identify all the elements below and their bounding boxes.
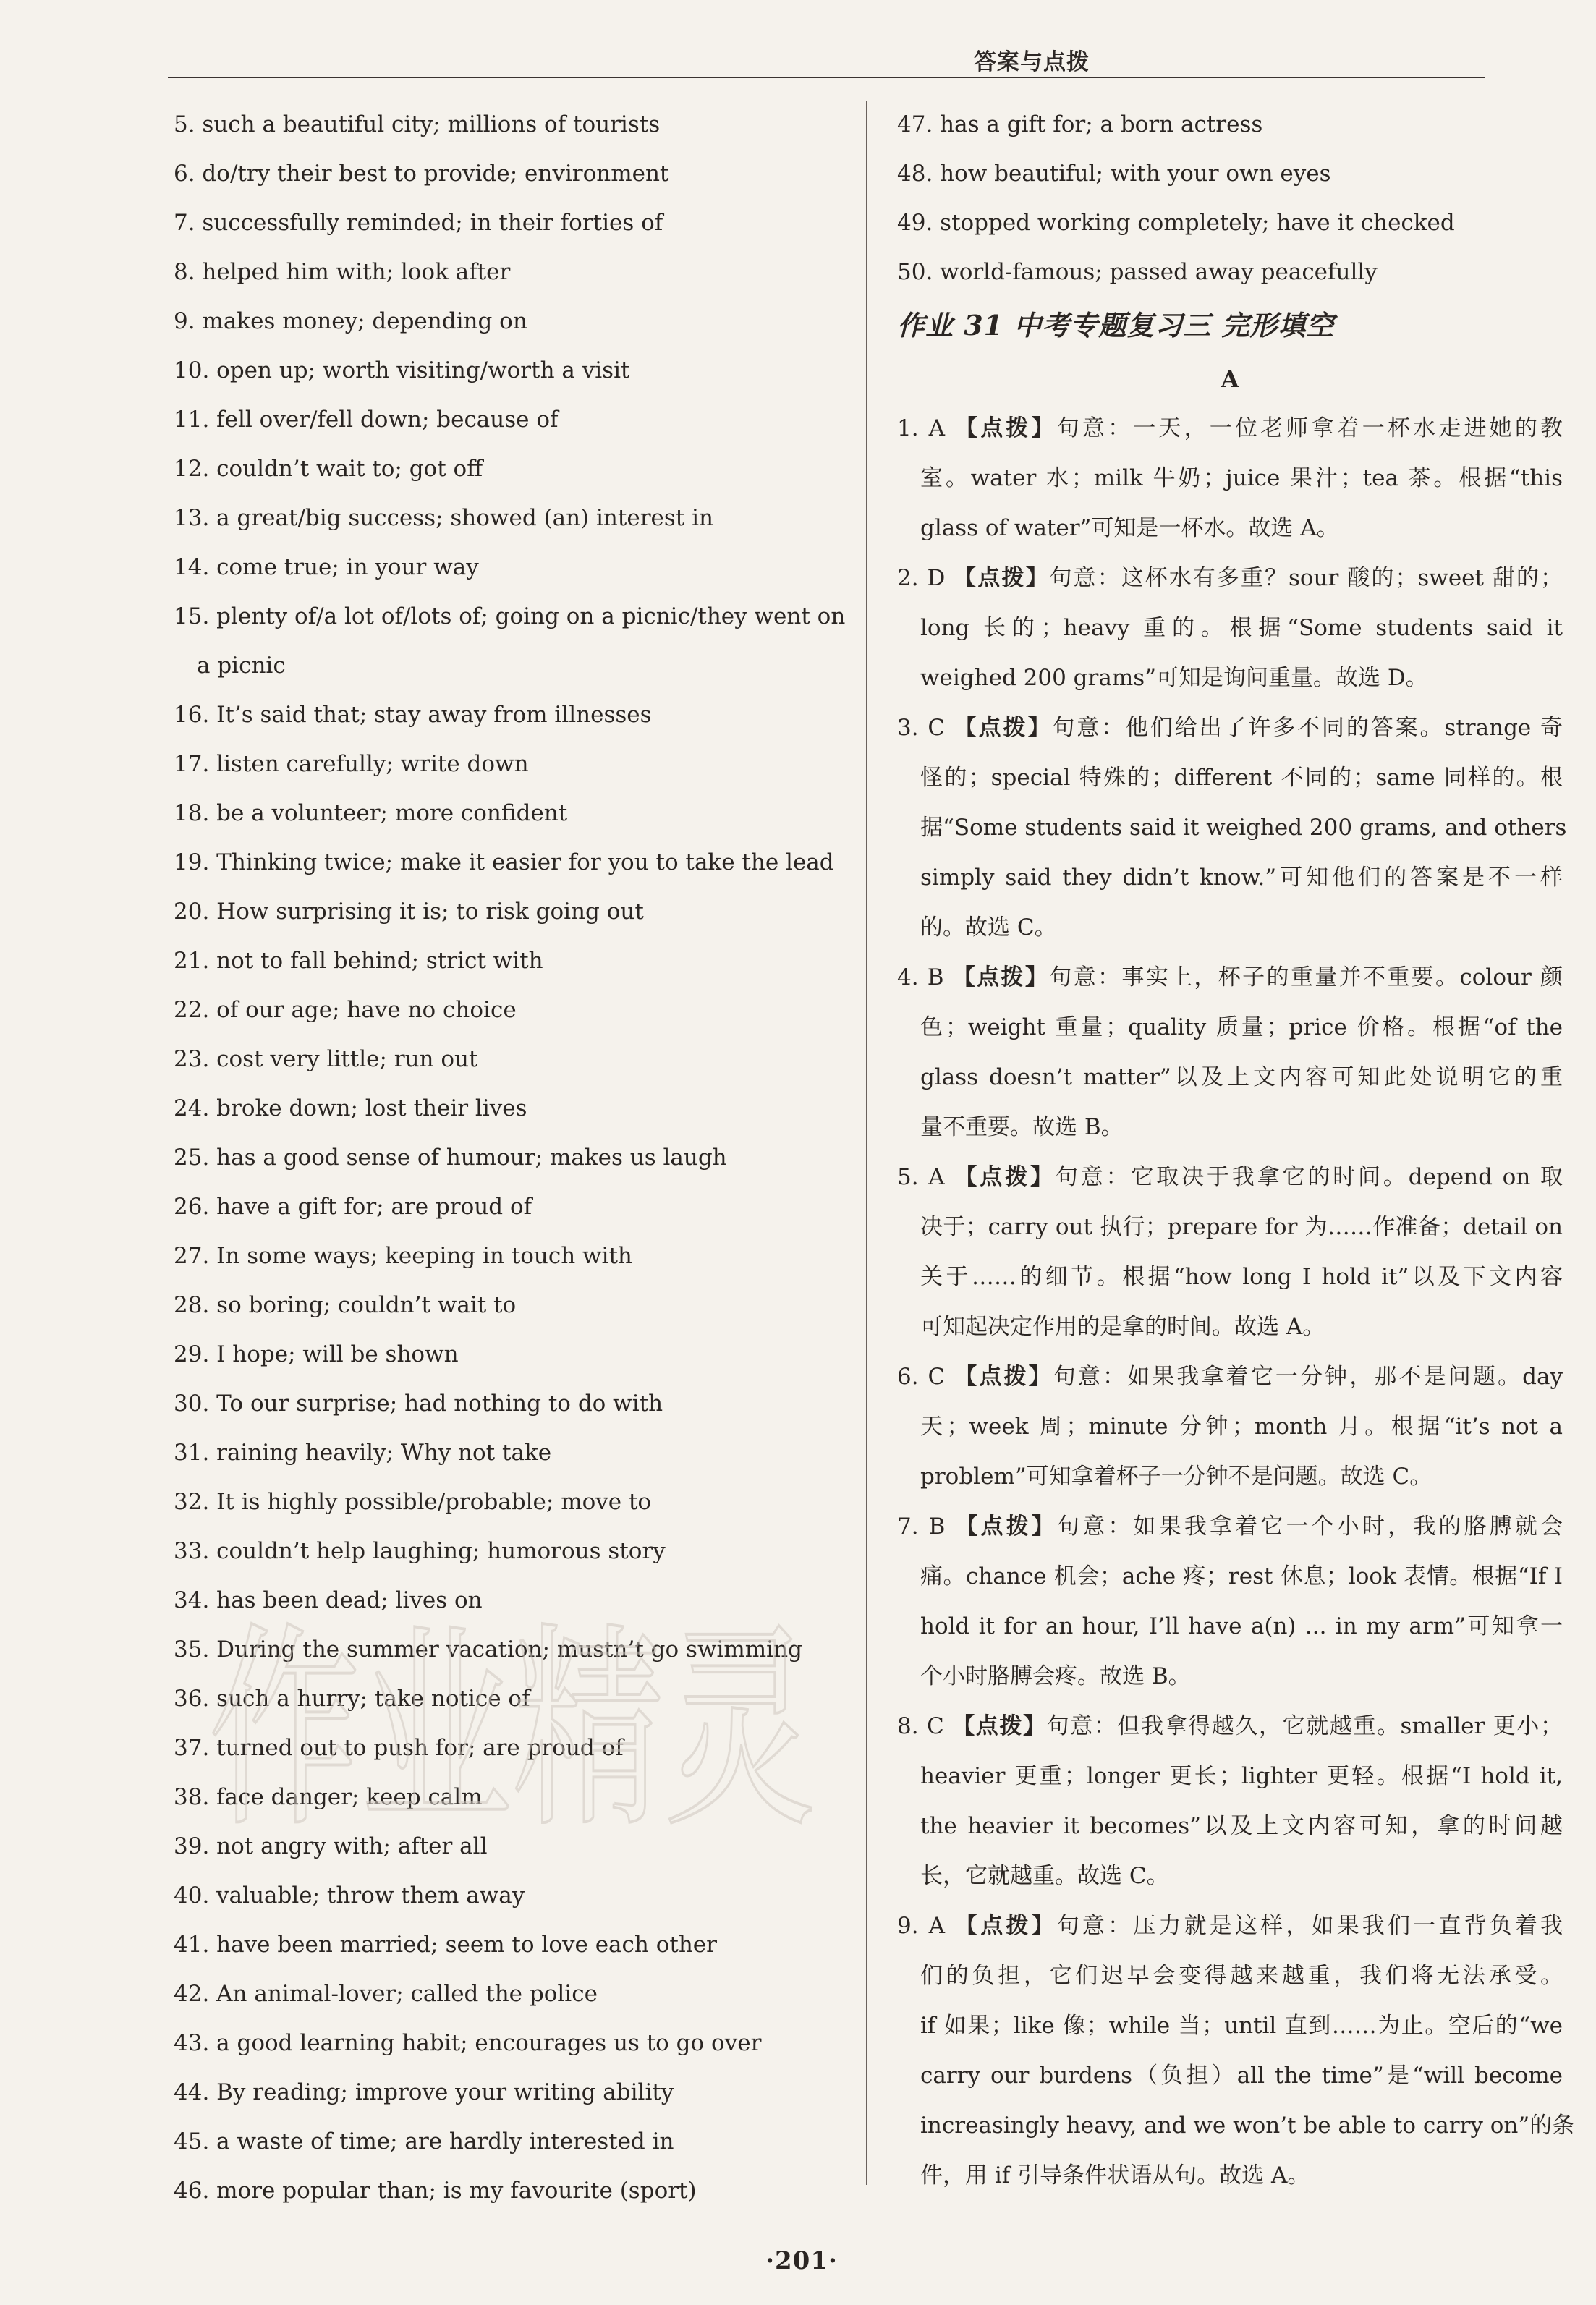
answer-item: 13. a great/big success; showed (an) interest in <box>174 505 713 531</box>
answer-item: 44. By reading; improve your writing ability <box>174 2079 674 2105</box>
hint-label: 【点拨】 <box>955 1913 1057 1939</box>
answer-item: 24. broke down; lost their lives <box>174 1095 527 1121</box>
answer-list-right <box>897 100 1563 297</box>
explanation-line: glass of water”可知是一杯水。故选 A。 <box>920 515 1339 541</box>
answer-item: 15. plenty of/a lot of/lots of; going on a picnic/they went on <box>174 603 846 629</box>
answer-item: 29. I hope; will be shown <box>174 1341 459 1367</box>
answer-item: 41. have been married; seem to love each other <box>174 1932 717 1958</box>
answer-item: 19. Thinking twice; make it easier for you to take the lead <box>174 849 834 875</box>
answer-item: 30. To our surprise; had nothing to do with <box>174 1391 663 1417</box>
header-title: 答案与点拨 <box>974 49 1090 75</box>
answer-item: 7. successfully reminded; in their forties of <box>174 210 663 236</box>
answer-letter: 9. A <box>897 1913 956 1939</box>
answer-letter: 7. B <box>897 1514 956 1540</box>
explanation-item <box>897 1152 1563 1352</box>
explanation-line: 痛。chance 机会；ache 疼；rest 休息；look 表情。根据“If I <box>920 1563 1563 1589</box>
page-header <box>168 38 1485 78</box>
answer-item: 46. more popular than; is my favourite (sport) <box>174 2178 697 2204</box>
explanation-line: 决于；carry out 执行；prepare for 为……作准备；detail on <box>920 1214 1563 1240</box>
explanation-line <box>897 1502 1563 1552</box>
explanation-line: 们的负担，它们迟早会变得越来越重，我们将无法承受。 <box>920 1963 1563 1989</box>
explanation-item <box>897 553 1563 703</box>
answer-letter: 1. A <box>897 415 956 441</box>
column-divider <box>866 101 867 2185</box>
answer-item: 40. valuable; throw them away <box>174 1882 525 1909</box>
explanation-item <box>897 1702 1563 1901</box>
answer-item: 5. such a beautiful city; millions of tourists <box>174 111 661 137</box>
answer-item: 8. helped him with; look after <box>174 259 511 285</box>
answer-item: 34. has been dead; lives on <box>174 1587 483 1613</box>
explanation-line <box>897 553 1563 603</box>
answer-letter: 8. C <box>897 1713 953 1739</box>
answer-item: 42. An animal-lover; called the police <box>174 1981 598 2007</box>
left-column <box>174 100 854 2215</box>
explanation-line <box>897 1152 1563 1202</box>
answer-item: 14. come true; in your way <box>174 554 479 580</box>
answer-item: 32. It is highly possible/probable; move to <box>174 1489 652 1515</box>
answer-item: 37. turned out to push for; are proud of <box>174 1735 624 1761</box>
answer-letter: 2. D <box>897 565 954 591</box>
hint-label: 【点拨】 <box>955 415 1057 441</box>
page-number: ·201· <box>765 2246 838 2275</box>
explanation-line <box>897 1901 1563 1951</box>
explanation-item <box>897 404 1563 553</box>
answer-letter: 6. C <box>897 1364 955 1390</box>
explanation-line <box>897 404 1563 454</box>
hint-label: 【点拨】 <box>954 565 1050 591</box>
explanation-item <box>897 703 1567 953</box>
explanation-item <box>897 1352 1563 1502</box>
explanation-line: 色；weight 重量；quality 质量；price 价格。根据“of the <box>920 1014 1563 1040</box>
answer-item: 50. world-famous; passed away peacefully <box>897 259 1378 285</box>
explanation-item <box>897 1502 1563 1702</box>
explanation-line: 的。故选 C。 <box>920 914 1057 941</box>
answer-item: 11. fell over/fell down; because of <box>174 407 559 433</box>
explanation-line: heavier 更重；longer 更长；lighter 更轻。根据“I hold it, <box>920 1763 1563 1789</box>
answer-item: 33. couldn’t help laughing; humorous story <box>174 1538 666 1564</box>
answer-item: 20. How surprising it is; to risk going out <box>174 899 644 925</box>
answer-item: 10. open up; worth visiting/worth a visit <box>174 357 630 383</box>
explanation-text: 句意：如果我拿着它一分钟，那不是问题。day <box>1053 1364 1563 1390</box>
answer-item: 31. raining heavily; Why not take <box>174 1440 552 1466</box>
explanation-line: 件，用 if 引导条件状语从句。故选 A。 <box>920 2162 1310 2189</box>
answer-item: 48. how beautiful; with your own eyes <box>897 161 1331 187</box>
explanation-line: 怪的；special 特殊的；different 不同的；same 同样的。根 <box>920 765 1563 791</box>
hint-label: 【点拨】 <box>955 1514 1058 1540</box>
explanation-line <box>897 1352 1563 1402</box>
explanation-text: 句意：这杯水有多重？sour 酸的；sweet 甜的； <box>1049 565 1563 591</box>
explanation-line: 个小时胳膊会疼。故选 B。 <box>920 1663 1191 1689</box>
explanation-line: 长，它就越重。故选 C。 <box>920 1863 1169 1889</box>
answer-item: 18. be a volunteer; more confident <box>174 800 568 826</box>
explanation-text: 句意：事实上，杯子的重量并不重要。colour 颜 <box>1049 964 1563 990</box>
explanation-text: 句意：但我拿得越久，它就越重。smaller 更小； <box>1046 1713 1563 1739</box>
answer-item: 9. makes money; depending on <box>174 308 527 334</box>
hint-label: 【点拨】 <box>954 715 1053 741</box>
answer-item: 6. do/try their best to provide; environment <box>174 161 669 187</box>
explanation-line: 据“Some students said it weighed 200 grams, and others <box>920 815 1567 841</box>
explanation-line: hold it for an hour, I’ll have a(n) ... in my arm”可知拿一 <box>920 1613 1563 1639</box>
section-title: 作业 31 中考专题复习三 完形填空 <box>897 309 1335 341</box>
answer-item: 35. During the summer vacation; mustn’t go swimming <box>174 1637 802 1663</box>
explanation-line: the heavier it becomes”以及上文内容可知，拿的时间越 <box>920 1813 1563 1839</box>
answer-item: 27. In some ways; keeping in touch with <box>174 1243 632 1269</box>
answer-item: 43. a good learning habit; encourages us to go over <box>174 2030 762 2056</box>
right-column <box>897 100 1575 2201</box>
answer-item: 36. such a hurry; take notice of <box>174 1686 530 1712</box>
answer-item: 49. stopped working completely; have it checked <box>897 210 1455 236</box>
explanation-line: 室。water 水；milk 牛奶；juice 果汁；tea 茶。根据“this <box>920 465 1563 491</box>
answer-letter: 3. C <box>897 715 954 741</box>
explanation-item <box>897 1901 1575 2201</box>
answer-item: 17. listen carefully; write down <box>174 751 529 777</box>
explanation-line: glass doesn’t matter”以及上文内容可知此处说明它的重 <box>920 1064 1563 1090</box>
answer-item: 25. has a good sense of humour; makes us laugh <box>174 1145 727 1171</box>
answer-item: 16. It’s said that; stay away from illnesses <box>174 702 652 728</box>
answer-letter: 4. B <box>897 964 953 990</box>
explanation-item <box>897 953 1563 1152</box>
answer-item: 28. so boring; couldn’t wait to <box>174 1292 517 1318</box>
explanation-text: 句意：压力就是这样，如果我们一直背负着我 <box>1056 1913 1563 1939</box>
explanation-line: 可知起决定作用的是拿的时间。故选 A。 <box>920 1314 1325 1340</box>
answer-item: 23. cost very little; run out <box>174 1046 478 1072</box>
section-subtitle: A <box>1221 365 1239 393</box>
hint-label: 【点拨】 <box>954 1164 1056 1190</box>
hint-label: 【点拨】 <box>952 964 1050 990</box>
answer-letter: 5. A <box>897 1164 955 1190</box>
explanation-text: 句意：他们给出了许多不同的答案。strange 奇 <box>1052 715 1563 741</box>
explanation-line <box>897 953 1563 1003</box>
explanation-line: 量不重要。故选 B。 <box>920 1114 1124 1140</box>
explanation-line: weighed 200 grams”可知是询问重量。故选 D。 <box>920 665 1428 691</box>
explanation-line: 天；week 周；minute 分钟；month 月。根据“it’s not a <box>920 1414 1563 1440</box>
answer-item: 26. have a gift for; are proud of <box>174 1194 532 1220</box>
answer-item: 39. not angry with; after all <box>174 1833 488 1859</box>
explanation-line: if 如果；like 像；while 当；until 直到……为止。空后的“we <box>920 2013 1563 2039</box>
answer-item: 21. not to fall behind; strict with <box>174 948 543 974</box>
hint-label: 【点拨】 <box>952 1713 1047 1739</box>
explanation-line <box>897 1702 1563 1752</box>
explanation-text: 句意：如果我拿着它一个小时，我的胳膊就会 <box>1057 1514 1563 1540</box>
explanation-line: problem”可知拿着杯子一分钟不是问题。故选 C。 <box>920 1464 1432 1490</box>
answer-item: 12. couldn’t wait to; got off <box>174 456 483 482</box>
answer-item: 47. has a gift for; a born actress <box>897 111 1263 137</box>
answer-item: 22. of our age; have no choice <box>174 997 517 1023</box>
answer-item: a picnic <box>197 653 286 679</box>
explanation-line <box>897 703 1563 753</box>
hint-label: 【点拨】 <box>954 1364 1053 1390</box>
answer-item: 38. face danger; keep calm <box>174 1784 483 1810</box>
explanation-text: 句意：它取决于我拿它的时间。depend on 取 <box>1055 1164 1563 1190</box>
explanation-line: simply said they didn’t know.”可知他们的答案是不一样 <box>920 865 1563 891</box>
watermark-text: 作业精灵 <box>208 1604 816 1856</box>
answer-item: 45. a waste of time; are hardly interested in <box>174 2128 674 2155</box>
explanation-line: long 长的；heavy 重的。根据“Some students said it <box>920 615 1563 641</box>
explanation-line: increasingly heavy, and we won’t be able to carry on”的条 <box>920 2113 1575 2139</box>
explanation-line: carry our burdens（负担）all the time”是“will become <box>920 2063 1563 2089</box>
explanation-line: 关于……的细节。根据“how long I hold it”以及下文内容 <box>920 1264 1563 1290</box>
explanation-text: 句意：一天，一位老师拿着一杯水走进她的教 <box>1056 415 1563 441</box>
explanation-list <box>897 404 1575 2201</box>
